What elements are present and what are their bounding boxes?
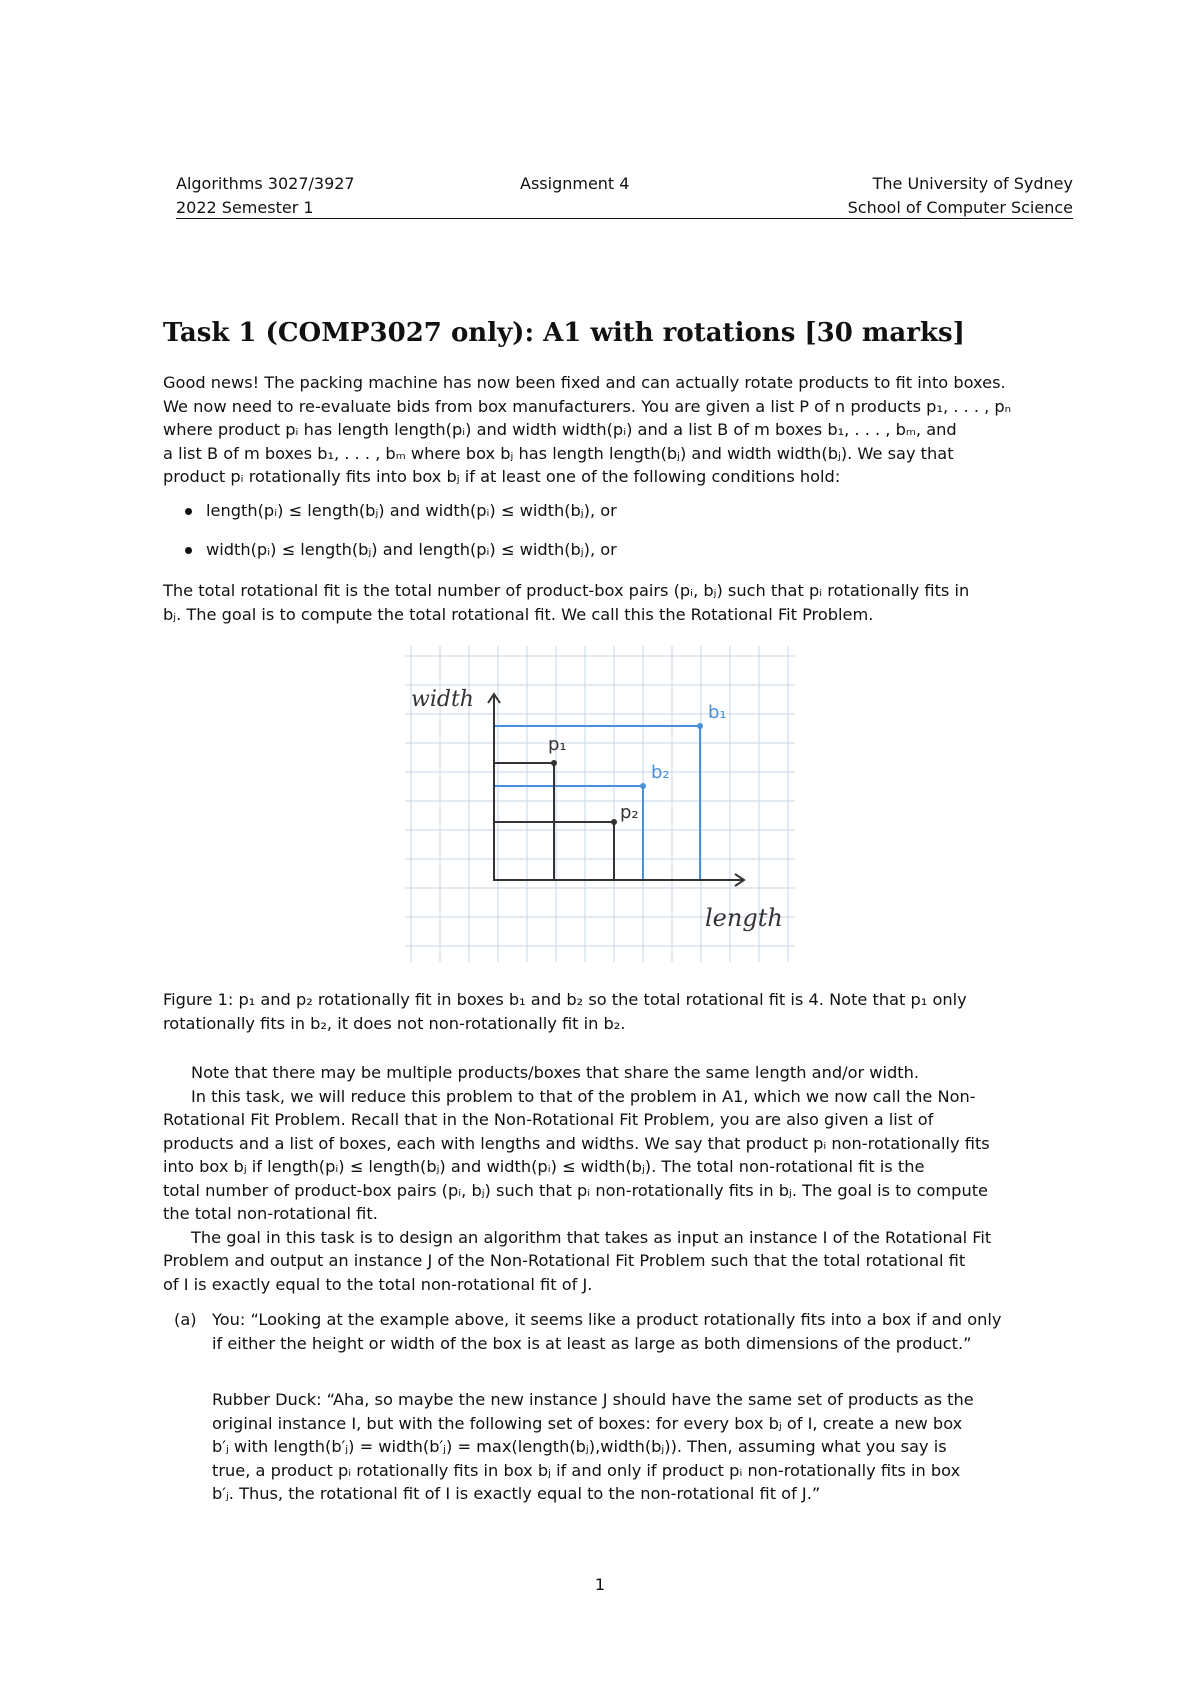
reduce-line: Rotational Fit Problem. Recall that in the Non-Rotational Fit Problem, you are also given a list of: [163, 1110, 934, 1129]
b2-corner-point: [640, 783, 646, 789]
course-name: Algorithms 3027/3927: [176, 174, 355, 193]
university-name: The University of Sydney: [872, 174, 1073, 193]
total-fit-line: The total rotational fit is the total number of product-box pairs (pᵢ, bⱼ) such that pᵢ rotationally fits in: [163, 581, 970, 600]
reduce-line: total number of product-box pairs (pᵢ, bⱼ) such that pᵢ non-rotationally fits in bⱼ. The goal is to compute: [163, 1180, 989, 1200]
part-a-line: if either the height or width of the box is at least as large as both dimensions of the product.”: [212, 1333, 972, 1353]
b1-corner-point: [697, 723, 703, 729]
caption-line: Figure 1: p₁ and p₂ rotationally fit in boxes b₁ and b₂ so the total rotational fit is 4. Note that p₁ only: [163, 990, 967, 1009]
duck-line: b′ⱼ. Thus, the rotational fit of I is exactly equal to the non-rotational fit of J.”: [212, 1484, 821, 1503]
task-title: Task 1 (COMP3027 only): A1 with rotations [30 marks]: [163, 318, 965, 348]
goal-line: of I is exactly equal to the total non-rotational fit of J.: [163, 1274, 593, 1294]
intro-paragraph: [163, 371, 1043, 489]
reduction-section: [163, 1061, 1043, 1296]
part-a-body: [212, 1308, 1043, 1355]
p1-label: p₁: [548, 734, 567, 755]
reduce-line: In this task, we will reduce this problem to that of the problem in A1, which we now call the Non-: [191, 1086, 976, 1106]
duck-line: b′ⱼ with length(b′ⱼ) = width(b′ⱼ) = max(length(bⱼ),width(bⱼ)). Then, assuming what you say is: [212, 1437, 947, 1456]
box-b2-outline: [494, 786, 643, 880]
b1-label: b₁: [708, 702, 727, 723]
reduce-line: into box bⱼ if length(pᵢ) ≤ length(bⱼ) and width(pᵢ) ≤ width(bⱼ). The total non-rotational fit is the: [163, 1157, 925, 1176]
intro-line: Good news! The packing machine has now been fixed and can actually rotate products to fit into boxes.: [163, 373, 1006, 392]
page-number: 1: [594, 1575, 606, 1594]
figure-1: [405, 646, 795, 962]
p1-corner-point: [551, 760, 557, 766]
goal-line: The goal in this task is to design an algorithm that takes as input an instance I of the Rotational Fit: [191, 1227, 992, 1247]
total-fit-line: bⱼ. The goal is to compute the total rotational fit. We call this the Rotational Fit Problem.: [163, 604, 874, 624]
semester: 2022 Semester 1: [176, 198, 314, 217]
box-b1-outline: [494, 726, 700, 880]
bullet-dot-icon: [185, 508, 192, 515]
school-name: School of Computer Science: [847, 198, 1073, 217]
reduce-line: the total non-rotational fit.: [163, 1204, 378, 1223]
packing-diagram: [405, 646, 795, 962]
duck-line: true, a product pᵢ rotationally fits in box bⱼ if and only if product pᵢ non-rotationally fits in box: [212, 1460, 961, 1480]
length-axis-label: length: [705, 904, 783, 932]
duck-line: Rubber Duck: “Aha, so maybe the new instance J should have the same set of products as the: [212, 1390, 974, 1409]
condition-bullet-2: [185, 540, 617, 559]
part-a: [174, 1308, 1043, 1355]
goal-line: Problem and output an instance J of the Non-Rotational Fit Problem such that the total rotational fit: [163, 1251, 966, 1270]
condition-text: length(pᵢ) ≤ length(bⱼ) and width(pᵢ) ≤ width(bⱼ), or: [206, 501, 617, 520]
condition-text: width(pᵢ) ≤ length(bⱼ) and length(pᵢ) ≤ width(bⱼ), or: [206, 540, 617, 559]
intro-line: We now need to re-evaluate bids from box manufacturers. You are given a list P of n products p₁, . . . , pₙ: [163, 396, 1012, 416]
duck-line: original instance I, but with the following set of boxes: for every box bⱼ of I, create a new box: [212, 1413, 963, 1433]
p2-label: p₂: [620, 802, 639, 823]
caption-line: rotationally fits in b₂, it does not non-rotationally fit in b₂.: [163, 1013, 626, 1033]
part-a-label: (a): [174, 1310, 197, 1329]
intro-line: where product pᵢ has length length(pᵢ) and width width(pᵢ) and a list B of m boxes b₁, . . . , bₘ, and: [163, 420, 957, 439]
rubber-duck-response: [212, 1388, 1043, 1506]
p2-corner-point: [611, 819, 617, 825]
bullet-dot-icon: [185, 547, 192, 554]
page-header: [176, 170, 1073, 219]
b2-label: b₂: [651, 762, 670, 783]
reduce-line: products and a list of boxes, each with lengths and widths. We say that product pᵢ non-rotationally fits: [163, 1133, 990, 1153]
width-axis-label: width: [411, 687, 474, 712]
assignment-name: Assignment 4: [520, 174, 630, 193]
condition-bullet-1: [185, 501, 617, 520]
intro-line: a list B of m boxes b₁, . . . , bₘ where box bⱼ has length length(bⱼ) and width width(bⱼ). We say that: [163, 443, 954, 463]
figure-caption: [163, 988, 1043, 1035]
intro-line: product pᵢ rotationally fits into box bⱼ if at least one of the following conditions hold:: [163, 467, 841, 486]
total-fit-paragraph: [163, 579, 1043, 626]
part-a-line: You: “Looking at the example above, it seems like a product rotationally fits into a box if and only: [212, 1310, 1002, 1329]
note-line: Note that there may be multiple products/boxes that share the same length and/or width.: [191, 1063, 920, 1082]
